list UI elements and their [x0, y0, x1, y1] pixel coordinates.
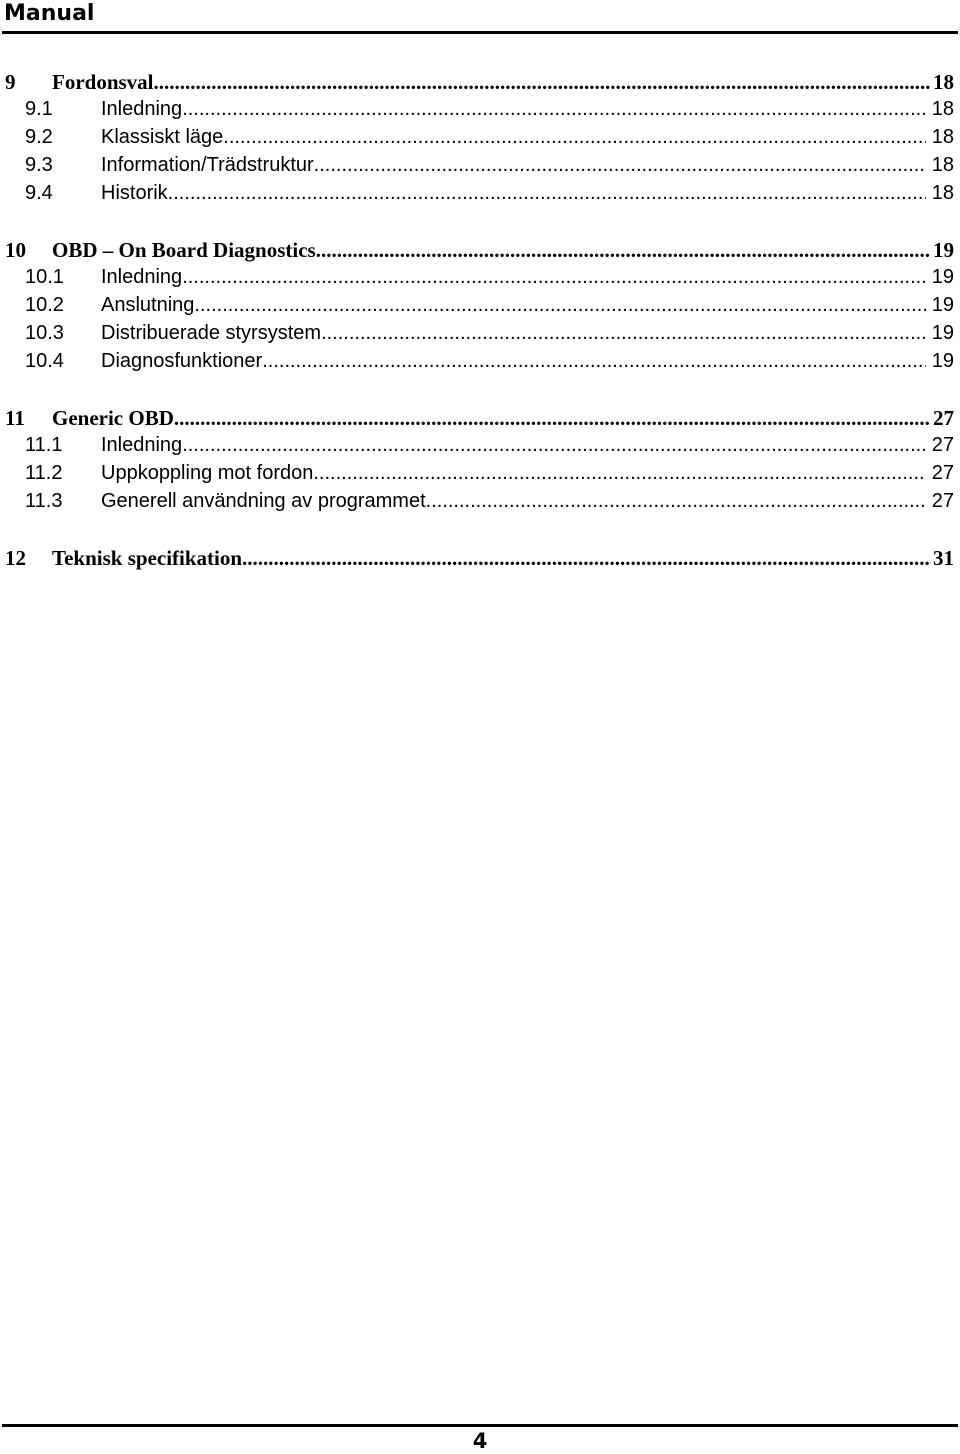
toc-entry-title: Teknisk specifikation — [52, 546, 243, 570]
toc-entry-chapter-9[interactable] — [0, 70, 954, 96]
toc-dot-leader — [313, 462, 925, 485]
toc-entry-page: 19 — [933, 238, 954, 262]
toc-entry-title: Inledning — [101, 266, 183, 288]
toc-dot-leader — [262, 350, 926, 373]
toc-entry-page: 27 — [931, 462, 954, 484]
toc-entry-title: Information/Trädstruktur — [101, 154, 314, 176]
toc-entry-section-9-1[interactable] — [0, 98, 954, 124]
toc-dot-leader — [182, 98, 926, 121]
toc-entry-title: Historik — [101, 182, 168, 204]
toc-dot-leader — [242, 546, 931, 571]
toc-entry-section-11-2[interactable] — [0, 462, 954, 488]
document-header-title: Manual — [4, 1, 95, 26]
toc-entry-title: Fordonsval — [52, 70, 154, 94]
toc-entry-number: 9.1 — [25, 98, 53, 120]
toc-entry-number: 10.4 — [25, 350, 64, 372]
toc-entry-title: Inledning — [101, 98, 183, 120]
toc-dot-leader — [314, 154, 926, 177]
toc-entry-number: 10.3 — [25, 322, 64, 344]
toc-entry-section-9-2[interactable] — [0, 126, 954, 152]
toc-dot-leader — [426, 490, 926, 513]
toc-entry-page: 19 — [931, 322, 954, 344]
toc-entry-section-11-3[interactable] — [0, 490, 954, 516]
toc-entry-section-11-1[interactable] — [0, 434, 954, 460]
toc-entry-page: 31 — [933, 546, 954, 570]
toc-entry-title: Generell användning av programmet — [101, 490, 426, 512]
toc-entry-page: 18 — [931, 98, 954, 120]
toc-dot-leader — [223, 126, 925, 149]
toc-dot-leader — [321, 322, 926, 345]
toc-entry-section-10-1[interactable] — [0, 266, 954, 292]
toc-entry-page: 27 — [931, 490, 954, 512]
toc-dot-leader — [182, 434, 926, 457]
toc-entry-page: 27 — [933, 406, 954, 430]
toc-entry-number: 11 — [5, 406, 25, 430]
toc-dot-leader — [154, 70, 931, 95]
toc-entry-number: 12 — [5, 546, 26, 570]
toc-entry-title: Inledning — [101, 434, 183, 456]
toc-entry-number: 11.2 — [25, 462, 63, 484]
footer-divider — [2, 1424, 958, 1427]
toc-entry-page: 18 — [931, 154, 954, 176]
toc-entry-title: Generic OBD — [52, 406, 174, 430]
toc-entry-number: 11.3 — [25, 490, 63, 512]
toc-entry-title: Klassiskt läge — [101, 126, 224, 148]
toc-entry-page: 19 — [931, 294, 954, 316]
toc-entry-page: 18 — [931, 126, 954, 148]
toc-entry-title: Anslutning — [101, 294, 195, 316]
toc-dot-leader — [316, 238, 931, 263]
toc-dot-leader — [174, 406, 931, 431]
toc-entry-section-9-3[interactable] — [0, 154, 954, 180]
toc-entry-section-10-4[interactable] — [0, 350, 954, 376]
toc-entry-number: 10.1 — [25, 266, 64, 288]
toc-entry-section-10-2[interactable] — [0, 294, 954, 320]
toc-entry-page: 18 — [933, 70, 954, 94]
toc-entry-number: 9.4 — [25, 182, 53, 204]
toc-dot-leader — [194, 294, 925, 317]
toc-entry-chapter-11[interactable] — [0, 406, 954, 432]
header-divider — [2, 31, 958, 34]
toc-dot-leader — [182, 266, 926, 289]
toc-entry-section-9-4[interactable] — [0, 182, 954, 208]
toc-dot-leader — [168, 182, 926, 205]
toc-entry-page: 19 — [931, 266, 954, 288]
toc-entry-section-10-3[interactable] — [0, 322, 954, 348]
toc-entry-number: 9.2 — [25, 126, 53, 148]
toc-entry-page: 27 — [931, 434, 954, 456]
toc-entry-chapter-12[interactable] — [0, 546, 954, 572]
toc-entry-page: 19 — [931, 350, 954, 372]
toc-entry-number: 11.1 — [25, 434, 63, 456]
toc-entry-title: Diagnosfunktioner — [101, 350, 263, 372]
toc-entry-number: 9 — [5, 70, 16, 94]
toc-entry-number: 10.2 — [25, 294, 64, 316]
toc-entry-title: Uppkoppling mot fordon — [101, 462, 314, 484]
toc-entry-title: OBD – On Board Diagnostics — [52, 238, 316, 262]
toc-entry-title: Distribuerade styrsystem — [101, 322, 322, 344]
toc-entry-chapter-10[interactable] — [0, 238, 954, 264]
toc-entry-number: 10 — [5, 238, 26, 262]
toc-entry-number: 9.3 — [25, 154, 53, 176]
toc-entry-page: 18 — [931, 182, 954, 204]
page-number: 4 — [472, 1429, 488, 1453]
